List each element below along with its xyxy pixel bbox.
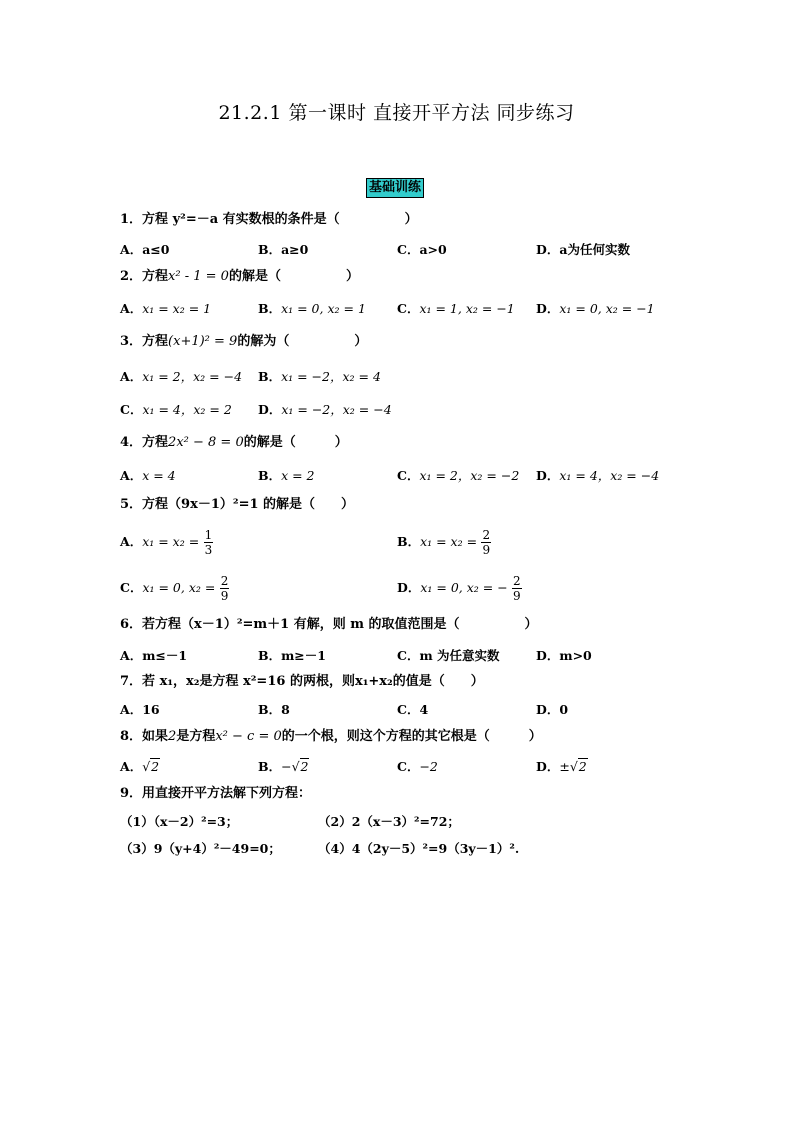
q3-option-a[interactable]	[120, 367, 242, 387]
q7-option-a[interactable]: A．16	[120, 702, 160, 717]
question-8-stem	[120, 728, 542, 746]
q4-b-expr: x = 2	[281, 468, 315, 483]
question-1-options	[120, 240, 680, 262]
q4-option-d[interactable]	[536, 466, 659, 486]
q4-option-b[interactable]	[258, 466, 315, 486]
q3-b-label: B．	[258, 369, 282, 384]
q6-option-b[interactable]: B．m≥－1	[258, 648, 326, 663]
q4-option-c[interactable]	[397, 466, 519, 486]
q2-a-label: A．	[120, 301, 143, 316]
q2-c-expr: x₁ = 1, x₂ = −1	[419, 301, 515, 316]
q5-d-denominator: 9	[513, 589, 521, 603]
q7-option-b[interactable]: B．8	[258, 702, 290, 717]
question-5-stem: 5．方程（9x－1）²=1 的解是（ ）	[120, 497, 355, 512]
q5-a-label: A．	[120, 534, 143, 549]
q2-b-expr: x₁ = 0, x₂ = 1	[281, 301, 366, 316]
q2-a-expr: x₁ = x₂ = 1	[142, 301, 212, 316]
section-heading: 基础训练	[366, 178, 424, 198]
q7-option-d[interactable]: D．0	[536, 702, 569, 717]
question-4-stem	[120, 434, 348, 452]
q4-d-label: D．	[536, 468, 560, 483]
q4-equation: 2x² − 8 = 0	[168, 435, 244, 450]
q5-c-numerator: 2	[220, 574, 229, 588]
q5-c-label: C．	[120, 580, 143, 595]
q9-part-2: （2）2（x－3）²=72；	[318, 814, 460, 829]
q3-option-b[interactable]	[258, 367, 381, 387]
q4-stem-pre: 4．方程	[120, 435, 169, 450]
q8-stem-mid: 是方程	[176, 729, 216, 744]
q3-a-expr: x₁ = 2，x₂ = −4	[142, 369, 243, 384]
q8-c-expr: −2	[419, 759, 438, 774]
q2-equation: x² - 1 = 0	[168, 269, 229, 284]
q4-b-label: B．	[258, 468, 282, 483]
q8-option-b[interactable]	[258, 757, 309, 777]
question-2-stem	[120, 268, 359, 286]
question-2-options	[120, 299, 680, 321]
q9-part-4: （4）4（2y－5）²=9（3y－1）².	[318, 841, 520, 856]
q7-option-c[interactable]: C．4	[397, 702, 429, 717]
q8-d-sign: ±	[559, 759, 570, 774]
page-title: 21.2.1 第一课时 直接开平方法 同步练习	[218, 102, 575, 124]
q5-option-c[interactable]	[120, 574, 229, 603]
q5-option-a[interactable]	[120, 528, 213, 557]
q4-d-expr: x₁ = 4，x₂ = −4	[559, 468, 660, 483]
q8-a-radicand: 2	[151, 759, 160, 774]
q1-option-c[interactable]: C．a>0	[397, 242, 447, 257]
q5-c-denominator: 9	[220, 589, 229, 603]
q9-part-1: （1）（x－2）²=3；	[120, 814, 239, 829]
q5-c-fraction	[220, 574, 230, 603]
question-6-stem: 6．若方程（x－1）²=m＋1 有解，则 m 的取值范围是（ ）	[120, 617, 538, 632]
q5-d-expr: x₁ = 0, x₂ = −	[420, 580, 508, 595]
q5-a-fraction	[204, 528, 214, 557]
q4-c-label: C．	[397, 468, 420, 483]
q2-option-d[interactable]	[536, 299, 655, 319]
q5-a-expr: x₁ = x₂ =	[142, 534, 200, 549]
q8-number: 2	[168, 729, 177, 744]
q8-equation: x² − c = 0	[215, 729, 282, 744]
question-3-options-cd	[120, 400, 680, 422]
q3-c-label: C．	[120, 402, 143, 417]
q6-option-a[interactable]: A．m≤－1	[120, 648, 188, 663]
q3-d-expr: x₁ = −2，x₂ = −4	[281, 402, 392, 417]
q5-d-fraction	[512, 574, 522, 603]
question-6-options	[120, 646, 680, 668]
q8-b-sign: −	[281, 759, 292, 774]
q3-option-c[interactable]	[120, 400, 232, 420]
q2-d-expr: x₁ = 0, x₂ = −1	[559, 301, 655, 316]
question-4-options	[120, 466, 680, 488]
q8-c-label: C．	[397, 759, 420, 774]
q2-option-c[interactable]	[397, 299, 515, 319]
q3-stem-post: 的解为（ ）	[237, 334, 368, 349]
q6-option-d[interactable]: D．m>0	[536, 648, 592, 663]
q5-d-numerator: 2	[513, 574, 521, 588]
q5-option-d[interactable]	[397, 574, 522, 603]
q3-d-label: D．	[258, 402, 282, 417]
q6-option-c[interactable]: C．m 为任意实数	[397, 648, 500, 663]
q4-a-label: A．	[120, 468, 143, 483]
q5-a-numerator: 1	[204, 528, 213, 542]
q9-part-3: （3）9（y+4）²－49=0；	[120, 841, 281, 856]
q2-stem-pre: 2．方程	[120, 269, 169, 284]
q5-c-expr: x₁ = 0, x₂ =	[142, 580, 216, 595]
q8-option-c[interactable]	[397, 757, 438, 777]
q1-option-b[interactable]: B．a≥0	[258, 242, 309, 257]
question-1-stem: 1．方程 y²=－a 有实数根的条件是（ ）	[120, 212, 418, 227]
q5-b-denominator: 9	[482, 543, 491, 557]
q8-b-label: B．	[258, 759, 282, 774]
question-3-stem	[120, 333, 367, 351]
q8-d-radicand: 2	[578, 759, 587, 774]
q8-d-sqrt-icon: √	[569, 759, 578, 774]
q8-a-sqrt-icon: √	[142, 759, 151, 774]
q2-b-label: B．	[258, 301, 282, 316]
q5-b-fraction	[481, 528, 491, 557]
q3-equation: (x+1)² = 9	[168, 334, 238, 349]
q4-option-a[interactable]	[120, 466, 176, 486]
q8-stem-post: 的一个根，则这个方程的其它根是（ ）	[281, 729, 542, 744]
q5-a-denominator: 3	[204, 543, 213, 557]
q5-b-expr: x₁ = x₂ =	[420, 534, 478, 549]
q8-d-label: D．	[536, 759, 560, 774]
q4-stem-post: 的解是（ ）	[243, 435, 348, 450]
q3-a-label: A．	[120, 369, 143, 384]
q3-c-expr: x₁ = 4，x₂ = 2	[142, 402, 232, 417]
question-3-options-ab	[120, 367, 680, 389]
q5-b-label: B．	[397, 534, 421, 549]
q2-d-label: D．	[536, 301, 560, 316]
question-9-parts	[120, 812, 680, 862]
q4-a-expr: x = 4	[142, 468, 176, 483]
q8-b-sqrt-icon: √	[291, 759, 300, 774]
q2-option-a[interactable]	[120, 299, 211, 319]
q5-option-b[interactable]	[397, 528, 491, 557]
q2-option-b[interactable]	[258, 299, 366, 319]
q5-b-numerator: 2	[482, 528, 491, 542]
q1-option-a[interactable]: A．a≤0	[120, 242, 170, 257]
q2-c-label: C．	[397, 301, 420, 316]
q4-c-expr: x₁ = 2，x₂ = −2	[419, 468, 520, 483]
question-8-options	[120, 757, 680, 779]
question-7-options	[120, 700, 680, 722]
q3-option-d[interactable]	[258, 400, 392, 420]
q5-d-label: D．	[397, 580, 421, 595]
q1-option-d[interactable]: D．a为任何实数	[536, 242, 630, 257]
question-9-stem: 9．用直接开平方法解下列方程：	[120, 786, 312, 801]
question-7-stem: 7．若 x₁，x₂是方程 x²=16 的两根，则x₁+x₂的值是（ ）	[120, 674, 484, 689]
q2-stem-post: 的解是（ ）	[228, 269, 359, 284]
q3-b-expr: x₁ = −2，x₂ = 4	[281, 369, 381, 384]
question-5-options-cd	[120, 574, 680, 608]
q8-stem-pre: 8．如果	[120, 729, 169, 744]
q8-option-a[interactable]	[120, 757, 160, 777]
q8-option-d[interactable]	[536, 757, 588, 777]
q8-b-radicand: 2	[300, 759, 309, 774]
q3-stem-pre: 3．方程	[120, 334, 169, 349]
q8-a-label: A．	[120, 759, 143, 774]
question-5-options-ab	[120, 528, 680, 562]
